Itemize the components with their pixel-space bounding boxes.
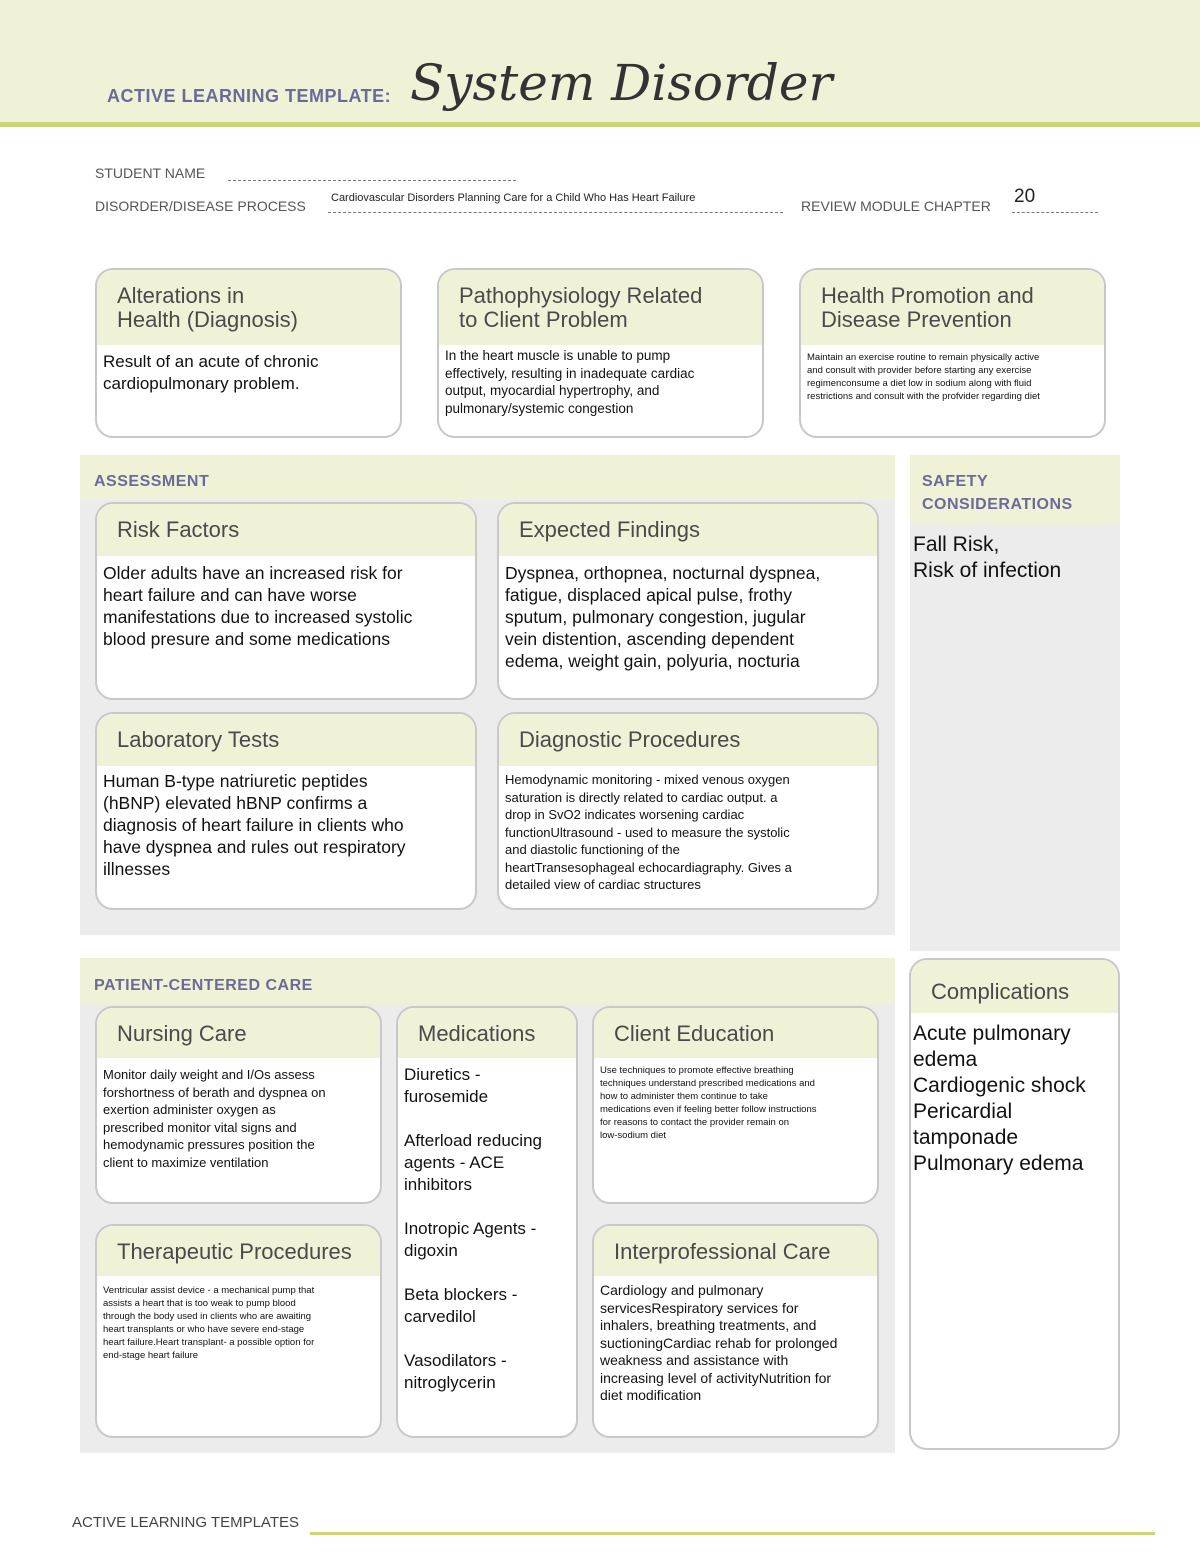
laboratory-tests-box xyxy=(95,712,477,910)
complications-box xyxy=(909,958,1120,1450)
chapter-label: REVIEW MODULE CHAPTER xyxy=(801,198,991,214)
diagnostic-procedures-body: Hemodynamic monitoring - mixed venous oxygen saturation is directly related to cardiac output. a drop in SvO2 indicates worsening cardiac functionUltrasound - used to measure the systolic and diastolic functioning of the heartTransesophageal echocardiagraphy. Gives a detailed view of cardiac structures xyxy=(505,772,792,892)
interprofessional-care-box xyxy=(592,1224,879,1438)
laboratory-tests-body: Human B-type natriuretic peptides (hBNP) elevated hBNP confirms a diagnosis of heart failure in clients who have dyspnea and rules out respiratory illnesses xyxy=(103,771,406,879)
medications-box xyxy=(396,1006,578,1438)
header-label: ACTIVE LEARNING TEMPLATE: xyxy=(107,86,392,106)
footer-label: ACTIVE LEARNING TEMPLATES xyxy=(72,1514,299,1531)
diagnostic-procedures-box xyxy=(497,712,879,910)
chapter-value: 20 xyxy=(1014,186,1036,207)
student-name-label: STUDENT NAME xyxy=(95,165,206,181)
footer-rule xyxy=(310,1532,1155,1535)
chapter-field[interactable] xyxy=(1012,212,1098,213)
assessment-label: ASSESSMENT xyxy=(94,473,210,490)
expected-findings-title: Expected Findings xyxy=(499,504,877,556)
nursing-care-title: Nursing Care xyxy=(97,1008,380,1058)
expected-findings-body: Dyspnea, orthopnea, nocturnal dyspnea, fatigue, displaced apical pulse, frothy sputum, pulmonary congestion, jugular vein distention, ascending dependent edema, weight gain, polyuria, nocturia xyxy=(505,563,821,671)
safety-text: Fall Risk, Risk of infection xyxy=(913,533,1062,582)
therapeutic-procedures-body: Ventricular assist device - a mechanical pump that assists a heart that is too weak to pump blood through the body used in clients who are awaiting heart transplants or who have severe end-stage heart failure.Heart transplant- a possible option for end-stage heart failure xyxy=(103,1285,315,1361)
safety-label: SAFETY CONSIDERATIONS xyxy=(922,473,1073,513)
alterations-body: Result of an acute of chronic cardiopulmonary problem. xyxy=(103,352,319,393)
disorder-label: DISORDER/DISEASE PROCESS xyxy=(95,198,306,214)
header-rule xyxy=(0,122,1200,127)
complications-body: Acute pulmonary edema Cardiogenic shock Pericardial tamponade Pulmonary edema xyxy=(913,1022,1086,1175)
disorder-value: Cardiovascular Disorders Planning Care for a Child Who Has Heart Failure xyxy=(331,192,696,204)
nursing-care-body: Monitor daily weight and I/Os assess forshortness of berath and dyspnea on exertion administer oxygen as prescribed monitor vital signs and hemodynamic pressures position the client to maximize ventilation xyxy=(103,1067,326,1170)
alterations-title: Alterations in Health (Diagnosis) xyxy=(97,270,400,345)
client-education-box xyxy=(592,1006,879,1204)
risk-factors-title: Risk Factors xyxy=(97,504,475,556)
risk-factors-body: Older adults have an increased risk for heart failure and can have worse manifestations due to increased systolic blood presure and some medications xyxy=(103,563,413,649)
health-promotion-title: Health Promotion and Disease Prevention xyxy=(801,270,1104,345)
pathophysiology-body: In the heart muscle is unable to pump effectively, resulting in inadequate cardiac output, myocardial hypertrophy, and pulmonary/systemic congestion xyxy=(445,348,695,416)
patient-centered-care-label: PATIENT-CENTERED CARE xyxy=(94,977,313,994)
health-promotion-box xyxy=(799,268,1106,438)
risk-factors-box xyxy=(95,502,477,700)
pathophysiology-title: Pathophysiology Related to Client Problem xyxy=(439,270,762,345)
therapeutic-procedures-box xyxy=(95,1224,382,1438)
expected-findings-box xyxy=(497,502,879,700)
diagnostic-procedures-title: Diagnostic Procedures xyxy=(499,714,877,766)
pathophysiology-box xyxy=(437,268,764,438)
medications-title: Medications xyxy=(398,1008,576,1058)
disorder-field[interactable] xyxy=(328,212,783,213)
client-education-body: Use techniques to promote effective breathing techniques understand prescribed medications and how to administer them continue to take medications even if feeling better follow instructions for reasons to contact the provider remain on low-sodium diet xyxy=(600,1065,817,1141)
safety-panel xyxy=(910,523,1120,951)
client-education-title: Client Education xyxy=(594,1008,877,1058)
student-name-field[interactable] xyxy=(228,180,516,181)
complications-title: Complications xyxy=(911,960,1118,1013)
alterations-box xyxy=(95,268,402,438)
nursing-care-box xyxy=(95,1006,382,1204)
laboratory-tests-title: Laboratory Tests xyxy=(97,714,475,766)
interprofessional-care-body: Cardiology and pulmonary servicesRespiratory services for inhalers, breathing treatments, and suctioningCardiac rehab for prolonged weakness and assistance with increasing level of activityNutrition for diet modification xyxy=(600,1282,838,1403)
page-title: System Disorder xyxy=(410,54,833,112)
interprofessional-care-title: Interprofessional Care xyxy=(594,1226,877,1276)
therapeutic-procedures-title: Therapeutic Procedures xyxy=(97,1226,380,1276)
medications-body: Diuretics - furosemide Afterload reducing agents - ACE inhibitors Inotropic Agents - digoxin Beta blockers - carvedilol Vasodilators - nitroglycerin xyxy=(404,1065,542,1392)
health-promotion-body: Maintain an exercise routine to remain physically active and consult with provider before starting any exercise regimenconsume a diet low in sodium along with fluid restrictions and consult with the profvider regarding diet xyxy=(807,352,1040,402)
